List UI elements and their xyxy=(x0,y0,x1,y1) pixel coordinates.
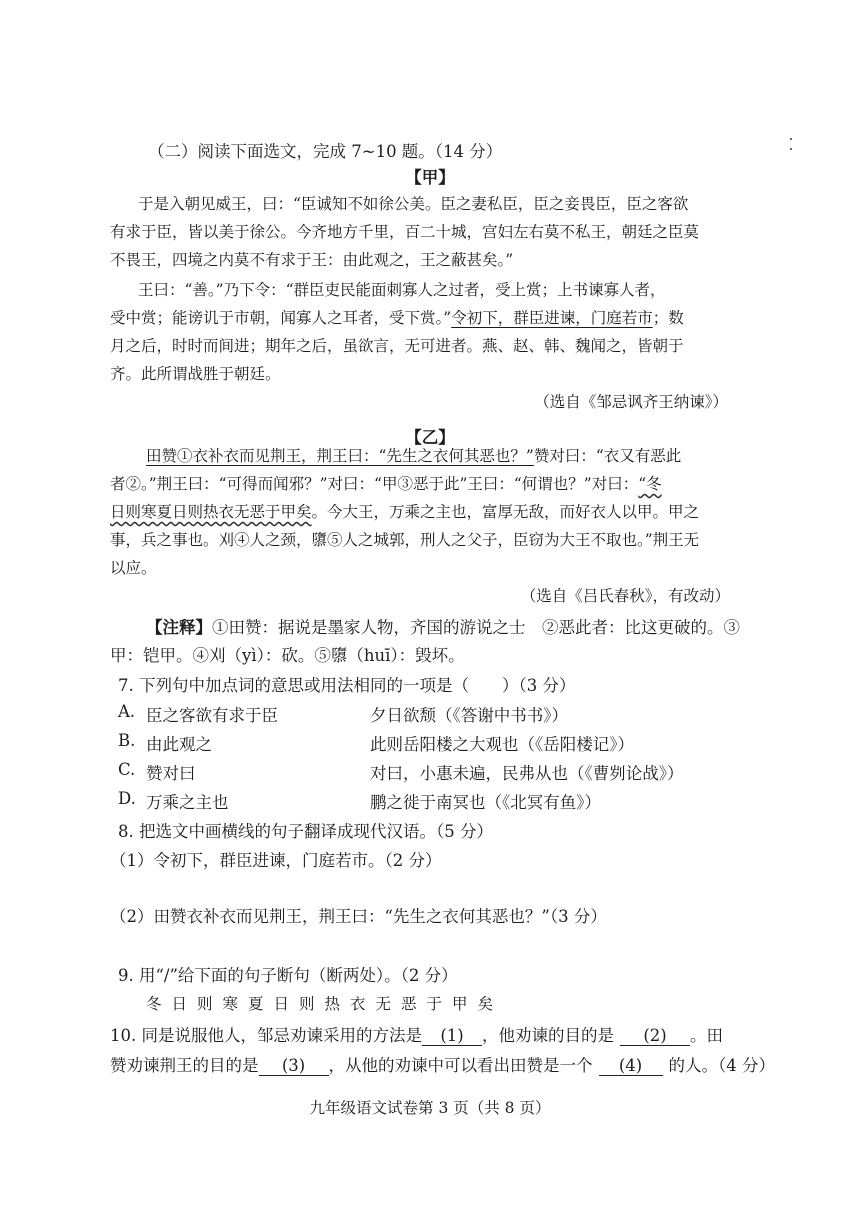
jia-line: 有求于臣，皆以美于徐公。今齐地方千里，百二十城，宫妇左右莫不私王，朝廷之臣莫 xyxy=(110,223,700,241)
wavy-sentence: “冬 xyxy=(638,475,662,493)
notes-line xyxy=(146,614,740,638)
q7-option-b-left: 由此观之 xyxy=(146,735,212,754)
underlined-sentence-1: 令初下，群臣进谏，门庭若市 xyxy=(451,309,653,327)
yi-source: （选自《吕氏春秋》，有改动） xyxy=(520,587,730,605)
q8-sub1: （1）令初下，群臣进谏，门庭若市。（2 分） xyxy=(110,851,442,870)
q7-option-a xyxy=(118,702,135,721)
q7-option-d-left: 万乘之主也 xyxy=(146,793,229,812)
yi-line xyxy=(146,444,681,466)
q7-option-c xyxy=(118,760,135,779)
scan-speck xyxy=(790,148,792,150)
answer-blank[interactable]: (2) xyxy=(620,1026,690,1046)
jia-line: 月之后，时时而间进；期年之后，虽欲言，无可进者。燕、赵、韩、魏闻之，皆朝于 xyxy=(110,337,684,355)
passage-yi-label: 【乙】 xyxy=(405,428,455,447)
yi-text: 赞对曰：“衣又有恶此 xyxy=(533,447,682,465)
jia-text: 受中赏；能谤讥于市朝，闻寡人之耳者，受下赏。” xyxy=(110,309,452,327)
section-heading: （二）阅读下面选文，完成 7~10 题。（14 分） xyxy=(148,142,503,161)
yi-line xyxy=(110,472,662,494)
jia-source: （选自《邹忌讽齐王纳谏》） xyxy=(534,393,728,411)
q7-option-a-left: 臣之客欲有求于臣 xyxy=(146,706,278,725)
q10-text: 10. 同是说服他人，邹忌劝谏采用的方法是 xyxy=(110,1026,422,1045)
q10-line xyxy=(110,1052,775,1076)
q10-text: 赞劝谏荆王的目的是 xyxy=(110,1056,259,1075)
notes-label: 【注释】 xyxy=(146,618,212,637)
answer-blank[interactable]: (4) xyxy=(599,1056,663,1076)
q10-text: 。田 xyxy=(690,1026,723,1045)
jia-line: 齐。此所谓战胜于朝廷。 xyxy=(110,365,281,383)
yi-line: 以应。 xyxy=(110,559,157,577)
q7-option-c-right: 对曰，小惠未遍，民弗从也（《曹刿论战》） xyxy=(370,764,684,783)
yi-text: 者②。”荆王曰：“可得而闻邪？”对曰：“甲③恶于此”王曰：“何谓也？”对曰： xyxy=(110,475,639,493)
q7-option-b-right: 此则岳阳楼之大观也（《岳阳楼记》） xyxy=(370,735,634,754)
jia-text: 王曰：“善。”乃下令：“群臣吏民能面刺寡人之过者，受上赏；上书谏寡人者， xyxy=(138,281,666,299)
passage-jia-label: 【甲】 xyxy=(405,168,455,187)
underlined-sentence-2: 田赞①衣补衣而见荆王，荆王曰：“先生之衣何其恶也？” xyxy=(146,447,534,465)
jia-line xyxy=(138,278,666,300)
option-key: B. xyxy=(118,731,136,750)
page-footer: 九年级语文试卷第 3 页（共 8 页） xyxy=(309,1099,551,1117)
option-key: D. xyxy=(118,789,136,808)
jia-line: 不畏王，四境之内莫不有求于王：由此观之，王之蔽甚矣。” xyxy=(110,251,514,269)
notes-line: 甲：铠甲。④刈（yì）：砍。⑤隳（huī）：毁坏。 xyxy=(110,646,465,665)
q7-option-a-right: 夕日欲颓（《答谢中书书》） xyxy=(370,706,568,725)
q7-option-d-right: 鹏之徙于南冥也（《北冥有鱼》） xyxy=(370,793,601,812)
notes-text: ①田赞：据说是墨家人物，齐国的游说之士 ②恶此者：比这更破的。③ xyxy=(212,618,740,637)
jia-line: 于是入朝见威王，曰：“臣诚知不如徐公美。臣之妻私臣，臣之妾畏臣，臣之客欲 xyxy=(138,195,689,213)
jia-line xyxy=(110,306,684,328)
q9-stem: 9. 用“/”给下面的句子断句（断两处）。（2 分） xyxy=(118,966,458,985)
q7-option-d xyxy=(118,789,136,808)
yi-line xyxy=(110,500,699,522)
jia-text: ；数 xyxy=(652,309,684,327)
q10-line xyxy=(110,1022,723,1046)
yi-line: 事，兵之事也。刈④人之颈，隳⑤人之城郭，刑人之父子，臣窃为大王不取也。”荆王无 xyxy=(110,531,700,549)
q10-text: ，他劝谏的目的是 xyxy=(482,1026,614,1045)
option-key: A. xyxy=(118,702,136,721)
q10-text: ，从他的劝谏中可以看出田赞是一个 xyxy=(328,1056,593,1075)
wavy-sentence: 日则寒夏日则热衣无恶于甲矣 xyxy=(110,503,312,521)
q9-sentence: 冬日则寒夏日则热衣无恶于甲矣 xyxy=(146,995,504,1013)
q7-stem: 7. 下列句中加点词的意思或用法相同的一项是（ ）（3 分） xyxy=(118,676,576,695)
answer-blank[interactable]: (1) xyxy=(422,1026,482,1046)
q10-text: 的人。（4 分） xyxy=(668,1056,775,1075)
option-key: C. xyxy=(118,760,136,779)
scan-speck xyxy=(790,138,792,140)
answer-blank[interactable]: (3) xyxy=(259,1056,329,1076)
q7-option-b xyxy=(118,731,135,750)
q7-option-c-left: 赞对曰 xyxy=(146,764,196,783)
q8-sub2: （2）田赞衣补衣而见荆王，荆王曰：“先生之衣何其恶也？”（3 分） xyxy=(110,907,607,926)
q8-stem: 8. 把选文中画横线的句子翻译成现代汉语。（5 分） xyxy=(118,822,493,841)
yi-text: 。今大王，万乘之主也，富厚无敌，而好衣人以甲。甲之 xyxy=(311,503,700,521)
